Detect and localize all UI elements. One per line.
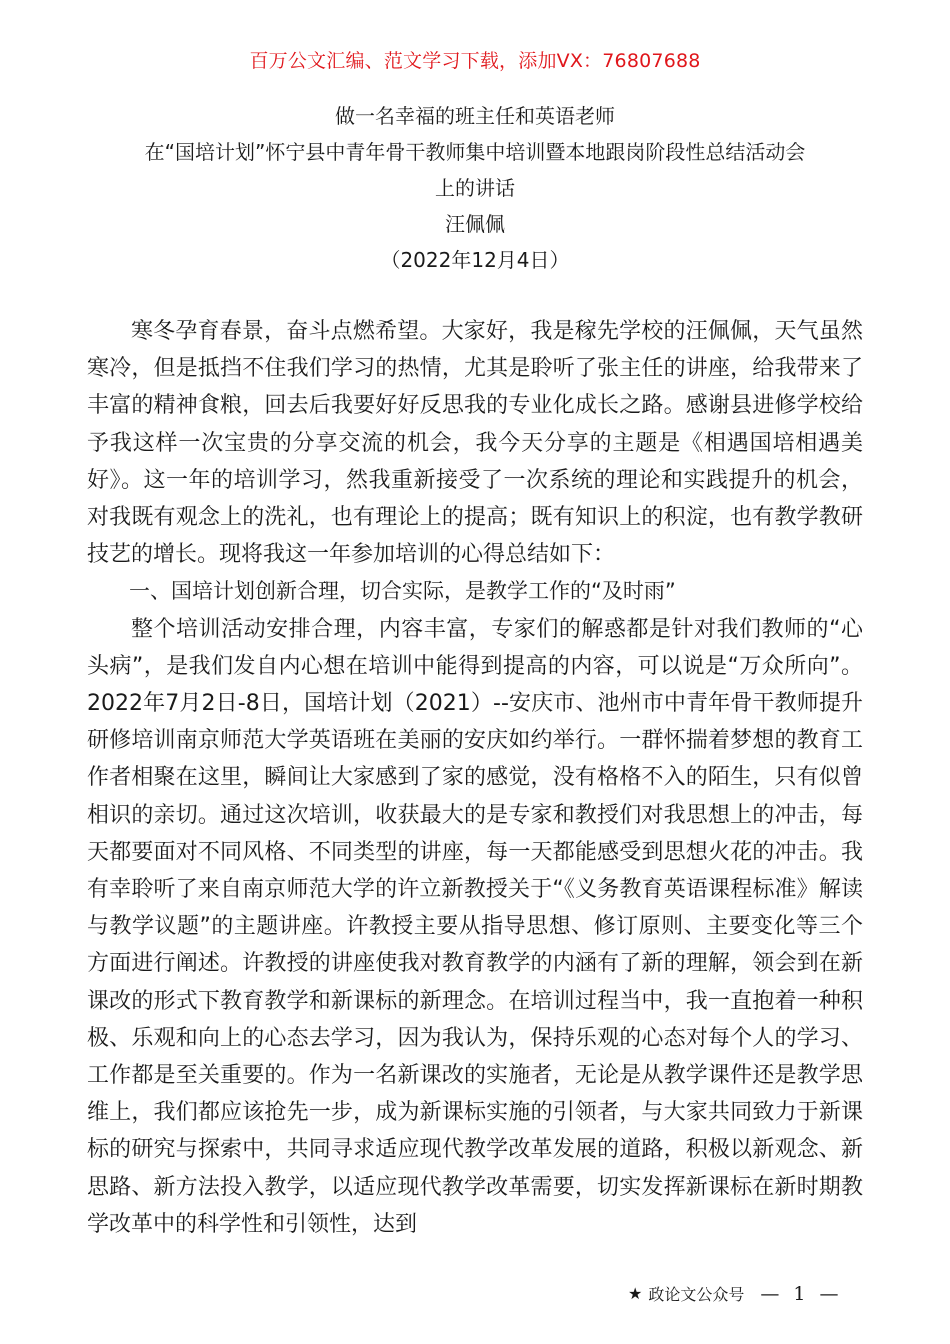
document-subtitle-line-2: 上的讲话 bbox=[435, 176, 515, 200]
document-date: （2022年12月4日） bbox=[380, 248, 570, 272]
paragraph-section-1: 整个培训活动安排合理，内容丰富，专家们的解惑都是针对我们教师的“心头病”，是我们发自内心想在培训中能得到提高的内容，可以说是“万众所向”。2022年7月2日-8日，国培计划（2021）--安庆市、池州市中青年骨干教师提升研修培训南京师范大学英语班在美丽的安庆如约举行。一群怀揣着梦想的教育工作者相聚在这里，瞬间让大家感到了家的感觉，没有格格不入的陌生，只有似曾相识的亲切。通过这次培训，收获最大的是专家和教授们对我思想上的冲击，每天都要面对不同风格、不同类型的讲座，每一天都能感受到思想火花的冲击。我有幸聆听了来自南京师范大学的许立新教授关于“《义务教育英语课程标准》解读与教学议题”的主题讲座。许教授主要从指导思想、修订原则、主要变化等三个方面进行阐述。许教授的讲座使我对教育教学的内涵有了新的理解，领会到在新课改的形式下教育教学和新课标的新理念。在培训过程当中，我一直抱着一种积极、乐观和向上的心态去学习，因为我认为，保持乐观的心态对每个人的学习、工作都是至关重要的。作为一名新课改的实施者，无论是从教学课件还是教学思维上，我们都应该抢先一步，成为新课标实施的引领者，与大家共同致力于新课标的研究与探索中，共同寻求适应现代教学改革发展的道路，积极以新观念、新思路、新方法投入教学，以适应现代教学改革需要，切实发挥新课标在新时期教学改革中的科学性和引领性，达到 bbox=[87, 616, 863, 1237]
page-number: — 1 — bbox=[760, 1282, 843, 1305]
page-footer bbox=[628, 1282, 843, 1305]
document-subtitle-line-1: 在“国培计划”怀宁县中青年骨干教师集中培训暨本地跟岗阶段性总结活动会 bbox=[144, 140, 806, 164]
footer-source: 政论文公众号 bbox=[648, 1285, 745, 1304]
document-body bbox=[87, 313, 863, 1243]
document-title: 做一名幸福的班主任和英语老师 bbox=[335, 104, 615, 128]
title-block bbox=[60, 98, 890, 278]
star-icon: ★ bbox=[628, 1284, 643, 1303]
paragraph-intro: 寒冬孕育春景，奋斗点燃希望。大家好，我是稼先学校的汪佩佩，天气虽然寒冷，但是抵挡不住我们学习的热情，尤其是聆听了张主任的讲座，给我带来了丰富的精神食粮，回去后我要好好反思我的专业化成长之路。感谢县进修学校给予我这样一次宝贵的分享交流的机会，我今天分享的主题是《相遇国培相遇美好》。这一年的培训学习，然我重新接受了一次系统的理论和实践提升的机会，对我既有观念上的洗礼，也有理论上的提高；既有知识上的积淀，也有教学教研技艺的增长。现将我这一年参加培训的心得总结如下： bbox=[87, 319, 863, 568]
document-author: 汪佩佩 bbox=[445, 212, 505, 236]
section-heading-1: 一、国培计划创新合理，切合实际，是教学工作的“及时雨” bbox=[129, 579, 676, 604]
watermark-banner: 百万公文汇编、范文学习下载，添加VX：76807688 bbox=[249, 50, 701, 72]
